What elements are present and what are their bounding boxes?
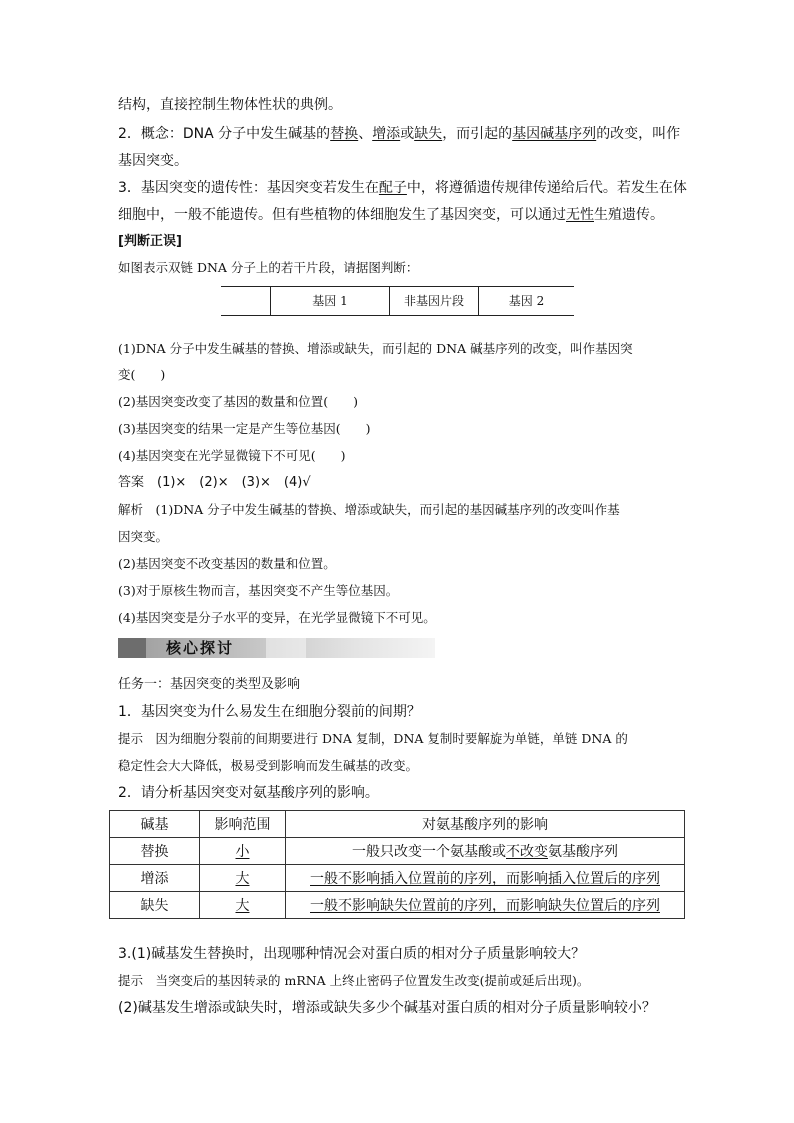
table-cell-range: 大 (200, 892, 286, 919)
table-row (110, 865, 685, 892)
underlined-term: 配子 (378, 180, 407, 196)
judge-question-1-cont: 变( ) (118, 367, 166, 382)
table-row (110, 892, 685, 919)
amino-acid-effect-table (109, 810, 685, 919)
table-header-row (110, 811, 685, 838)
task-hint-3: 提示 当突变后的基因转录的 mRNA 上终止密码子位置发生改变(提前或延后出现)。 (118, 973, 590, 988)
table-header: 对氨基酸序列的影响 (286, 811, 685, 838)
table-cell-base: 替换 (110, 838, 200, 865)
heredity-paragraph: 3．基因突变的遗传性：基因突变若发生在配子中，将遵循遗传规律传递给后代。若发生在体 (118, 180, 687, 196)
analysis-2: (2)基因突变不改变基因的数量和位置。 (118, 556, 336, 571)
table-row (110, 838, 685, 865)
table-header: 碱基 (110, 811, 200, 838)
table-cell-base: 增添 (110, 865, 200, 892)
table-cell-range: 小 (200, 838, 286, 865)
judge-question-1: (1)DNA 分子中发生碱基的替换、增添或缺失，而引起的 DNA 碱基序列的改变，叫作基因突 (118, 341, 633, 356)
judge-answer: 答案 (1)× (2)× (3)× (4)√ (118, 475, 311, 490)
intro-line-1: 结构，直接控制生物体性状的典例。 (118, 97, 342, 113)
heredity-paragraph-cont: 细胞中，一般不能遗传。但有些植物的体细胞发生了基因突变，可以通过无性生殖遗传。 (118, 207, 664, 223)
section-title: 核心探讨 (166, 639, 235, 657)
concept-paragraph-cont: 基因突变。 (118, 153, 188, 169)
analysis-1: 解析 (1)DNA 分子中发生碱基的替换、增添或缺失，而引起的基因碱基序列的改变叫作基 (118, 502, 620, 517)
underlined-term: 替换 (330, 126, 359, 142)
table-cell-effect: 一般只改变一个氨基酸或不改变氨基酸序列 (286, 838, 685, 865)
task-question-3-2: (2)碱基发生增添或缺失时，增添或缺失多少个碱基对蛋白质的相对分子质量影响较小？ (118, 1000, 656, 1016)
segment-gene-1: 基因 1 (312, 294, 348, 308)
segment-non-gene: 非基因片段 (403, 294, 464, 308)
table-header: 影响范围 (200, 811, 286, 838)
underlined-term: 无性 (566, 207, 594, 223)
segment-gene-2: 基因 2 (508, 294, 545, 308)
underlined-term: 缺失 (414, 126, 443, 142)
judge-lead: 如图表示双链 DNA 分子上的若干片段，请据图判断： (118, 260, 419, 275)
analysis-4: (4)基因突变是分子水平的变异，在光学显微镜下不可见。 (118, 610, 436, 625)
section-banner (118, 638, 435, 658)
judge-question-2: (2)基因突变改变了基因的数量和位置( ) (118, 394, 358, 409)
task-title: 任务一：基因突变的类型及影响 (118, 677, 301, 692)
banner-dark-block (118, 638, 146, 658)
table-cell-effect: 一般不影响缺失位置前的序列，而影响缺失位置后的序列 (286, 892, 685, 919)
table-cell-base: 缺失 (110, 892, 200, 919)
analysis-3: (3)对于原核生物而言，基因突变不产生等位基因。 (118, 583, 399, 598)
banner-highlight (266, 638, 306, 658)
judge-question-4: (4)基因突变在光学显微镜下不可见( ) (118, 448, 346, 463)
underlined-term: 增添 (372, 126, 401, 142)
task-question-2: 2．请分析基因突变对氨基酸序列的影响。 (118, 785, 379, 801)
table-cell-effect: 一般不影响插入位置前的序列，而影响插入位置后的序列 (286, 865, 685, 892)
underlined-term: 基因碱基序列 (512, 126, 597, 142)
judge-heading: [判断正误] (118, 234, 182, 249)
analysis-1-cont: 因突变。 (118, 529, 169, 544)
dna-segment-diagram (221, 286, 574, 316)
task-question-1: 1．基因突变为什么易发生在细胞分裂前的间期？ (118, 704, 421, 720)
concept-paragraph: 2．概念：DNA 分子中发生碱基的替换、增添或缺失，而引起的基因碱基序列的改变，叫作 (118, 126, 681, 142)
task-question-3-1: 3.(1)碱基发生替换时，出现哪种情况会对蛋白质的相对分子质量影响较大？ (118, 946, 586, 962)
task-hint-1-cont: 稳定性会大大降低，极易受到影响而发生碱基的改变。 (118, 758, 419, 773)
task-hint-1: 提示 因为细胞分裂前的间期要进行 DNA 复制，DNA 复制时要解旋为单链，单链 DNA 的 (118, 731, 628, 746)
judge-question-3: (3)基因突变的结果一定是产生等位基因( ) (118, 421, 371, 436)
table-cell-range: 大 (200, 865, 286, 892)
